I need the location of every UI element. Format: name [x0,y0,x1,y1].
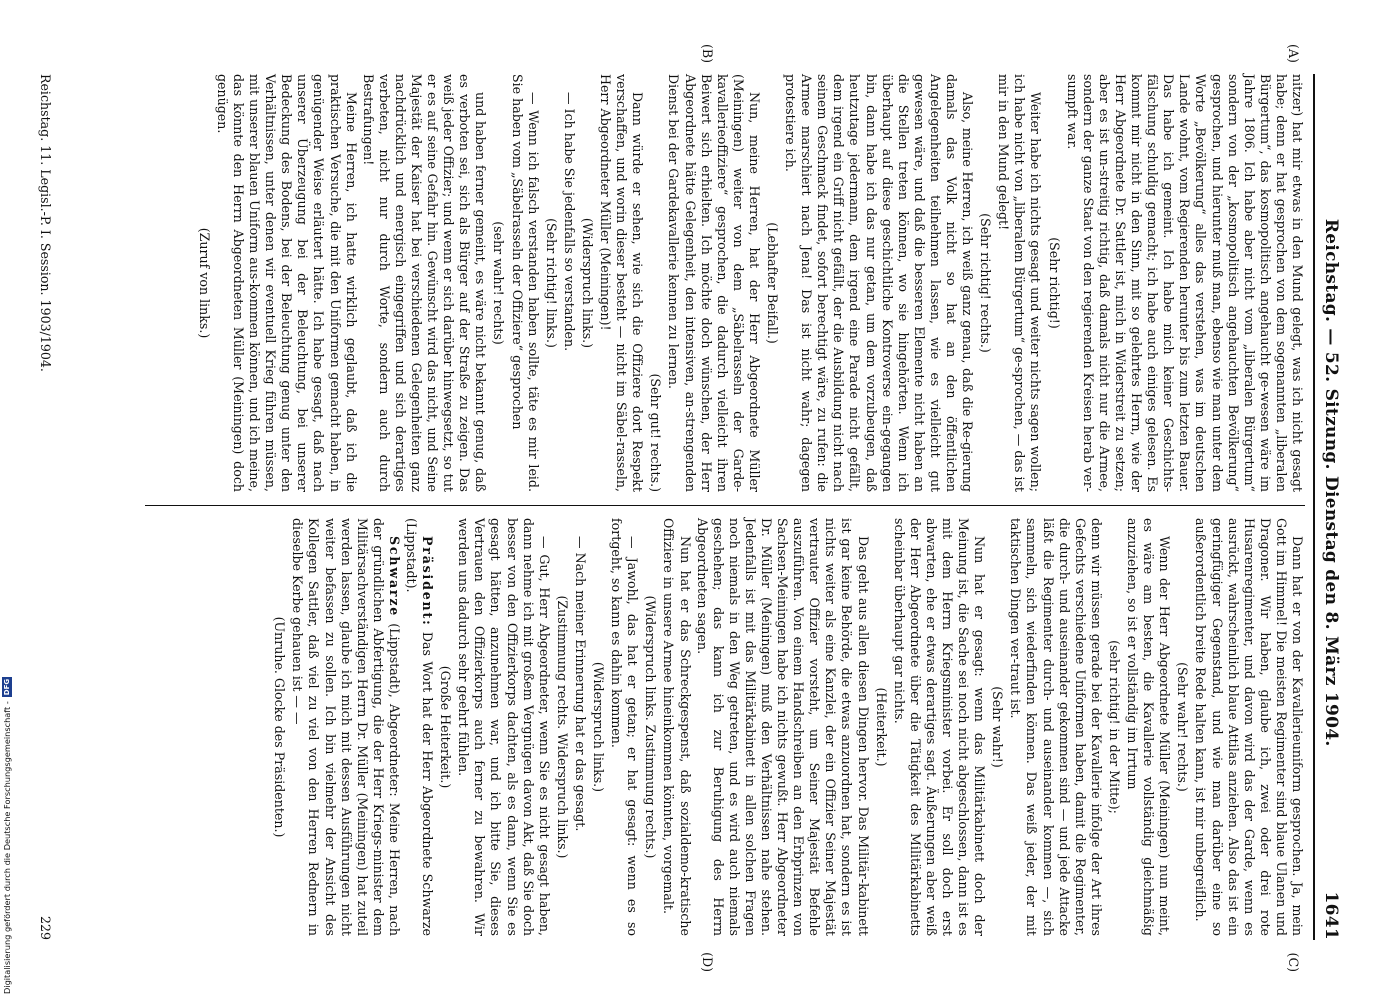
footer-session: Reichstag. 11. Legisl.-P. I. Session. 1903/1904. [38,74,53,372]
interjection: (Sehr richtig! rechts.) [978,213,994,353]
paragraph: nitzer) hat mir etwas in den Mund gelegt, was ich nicht gesagt habe; denn er hat gesprochen von dem sogenannten „liberalen Bürgertum“, das kosmopolitisch angehaucht ge-wesen wäre im Jahre 1806. Ich habe aber nicht vom „liberalen Bürgertum“ sondern von der „kosmopolitisch angehauchten Bevölkerung“ gesprochen, und hierunter muß man, ebenso wie man unter dem Worte „Bevölkerung“ alles das verstehen, was im deutschen Lande wohnt, vom Regierenden herunter bis zum letzten Bauer. Das habe ich gemeint. Ich habe mich keiner Geschichts-fälschung schuldig gemacht; ich habe auch einiges gelesen. Es kommt mir nicht in den Sinn, mit so gelehrtes Herrn, wie der Herr Abgeordnete Dr. Sattler ist, mich in Widerstreit zu setzen; aber es ist un-streitig richtig, daß damals nicht nur die Armee, sondern der ganze Staat von den regierenden Kreisen herab ver-sumpft war. [1064,74,1305,492]
paragraph: Nun, meine Herren, hat der Herr Abgeordnete Müller (Meiningen) weiter von dem „Säbelrasseln der Garde-kavallerieoffiziere“ gesprochen, die dadurch vielleicht ihren Beiwert sich erhielten. Ich möchte doch wünschen, der Herr Abgeordnete hätte Gelegenheit, den intensiven, an-strengenden Dienst bei der Gardekavallerie kennen zu lernen. [666,74,762,492]
paragraph: Nun hat er gesagt: wenn das Militärkabinett doch der Meinung ist, die Sache sei noch nicht abgeschlossen, dann ist es mit dem Herrn Kriegsminister vorbei. Er soll doch erst abwarten, ehe er etwas derartiges sagt. Äußerungen aber weiß der Herr Abgeordnete über die Tätigkeit des Militärkabinetts scheinbar überhaupt gar nichts. [891,518,988,936]
interjection: (Widerspruch links. Zustimmung rechts.) [643,595,659,859]
interjection: (Heiterkeit.) [873,687,889,767]
speaker-name: Präsident: [420,536,436,627]
digitization-note [1,592,13,994]
margin-mark-d: (D) [700,952,715,972]
interjection: (Sehr richtig! links.) [543,218,559,348]
interjection: (sehr wahr! rechts) [491,221,507,345]
interjection: (Widerspruch links.) [591,661,607,793]
interjection: (Unruhe. Glocke des Präsidenten.) [272,616,288,838]
speech-text: Das Wort hat der Herr Abgeordnete Schwarze (Lippstadt). [404,518,436,936]
right-column [145,518,1305,936]
interjection: (Widerspruch links.) [579,217,595,349]
header-title: Reichstag. — 52. Sitzung. Dienstag den 8. März 1904. [1321,218,1341,747]
page-number: 1641 [1321,891,1341,940]
paragraph: denn wir müssen gerade bei der Kavallerie infolge der Art ihres Gefechts verschiedene Uniformen haben, damit die Regimenter, die durch- und auseinander gekommen sind — und jede Attacke läßt die Regimenter durch- und auseinander kommen —, sich sammeln, sich wiederfinden können. Das weiß jeder, der mit taktischen Dingen ver-traut ist. [1008,518,1104,936]
paragraph: — Nach meiner Erinnerung hat er das gesagt. [572,536,588,832]
paragraph [289,518,402,936]
header-rule [1313,74,1315,940]
paragraph: — Jawohl, das hat er getan; er hat gesagt: wenn es so fortgeht, so kann es dahin kommen. [609,518,641,936]
interjection: (Sehr gut! rechts.) [648,373,664,492]
paragraph: Weiter habe ich nichts gesagt und weiter nichts sagen wollen; ich habe nicht von „liberalem Bürgertum“ ge-sprochen, — das ist mir in den Mund gelegt! [996,74,1044,492]
digitization-text: Digitalisierung gefördert durch die Deutsche Forschungsgemeinschaft - [2,701,12,994]
paragraph: und haben ferner gemeint, es wäre nicht bekannt genug, daß es verboten sei, sich als Bürger auf der Straße zu zeigen. Das weiß jeder Offizier; und wenn er sich darüber hinwegsetzt, so tut er es auf seine Gefahr hin. Gewünscht wird das nicht, und Seine Majestät der Kaiser hat bei verschiedenen Gelegenheiten ganz nachdrücklich und energisch eingegriffen und sich derartiges verbeten, nicht nur durch Worte, sondern auch durch Bestrafungen! [360,74,489,492]
interjection: (Zuruf von links.) [196,227,212,339]
interjection: (Lebhafter Beifall.) [765,222,780,344]
page-footer [38,74,53,940]
interjection: (Sehr wahr! rechts.) [1175,662,1191,792]
speaker-name: Schwarze [386,536,402,618]
interjection: (sehr richtig! in der Mitte); [1106,640,1122,814]
footer-sheet-number: 229 [38,915,53,940]
paragraph: Nun hat er das Schreckgespenst, daß sozialdemo-kratische Offiziere in unsere Armee hineinkommen könnten, vorgemalt. [661,518,693,936]
paragraph: Also, meine Herren, ich weiß ganz genau, daß die Re-gierung damals das Volk nicht so hat an den öffentlichen Angelegenheiten teilnehmen lassen, wie es vielleicht gut gewesen wäre, und daß die besseren Elemente nicht haben an die Stellen treten können, wo sie hingehörten. Wenn ich überhaupt auf diese geschichtliche Kontroverse ein-gegangen bin, dann habe ich das nur getan, um dem vorzubeugen, daß heutzutage jedermann, dem irgend eine Parade nicht gefällt, dem irgend ein Griff nicht gefällt, der die Ausbildung nicht nach seinem Geschmack findet, sofort berechtigt wäre, zu rufen: die Armee marschiert nach Jena! Das ist nicht wahr; dagegen protestiere ich. [783,74,976,492]
margin-mark-c: (C) [1286,952,1301,972]
left-column [145,74,1305,492]
column-divider [145,505,1305,506]
paragraph [403,518,435,936]
speech-text: (Lippstadt), Abgeordneter: Meine Herren, nach der gründlichen Abfertigung, die der Herr Kriegs-minister dem Militärsachverständigen Herrn Dr. Müller (Meiningen) hat zuteil werden lassen, glaube ich mich mit dessen Ausführungen nicht weiter befassen zu sollen. Ich bin vielmehr der Ansicht des Kollegen Sattler, daß viel zu viel von den Herren Rednern in dieselbe Kerbe gehauen ist — — [290,518,402,936]
paragraph: — Ich habe Sie jedenfalls so verstanden. [561,92,577,352]
paragraph: Wenn der Herr Abgeordnete Müller (Meiningen) nun meint, es wäre am besten, die Kavallerie vollständig gleichmäßig anzuziehen, so ist er vollständig im Irrtum [1125,518,1173,936]
interjection: (Sehr wahr!) [990,686,1006,768]
dfg-logo: DFG [3,678,11,696]
paragraph: — Wenn ich falsch verstanden haben sollte, täte es mir leid. Sie haben vom „Säbelrasseln der Offiziere“ gesprochen [509,74,541,492]
paragraph: Das geht aus allen diesen Dingen hervor. Das Militär-kabinett ist gar keine Behörde, die etwas anzuordnen hat, sondern es ist nichts weiter als eine Kanzlei, der ein Offizier Seiner Majestät vertrauter Offizier vorsteht, um Seiner Majestät Befehle auszuführen. Von einem Handschreiben an den Erbprinzen von Sachsen-Meiningen habe ich nichts gewußt. Herr Abgeordneter Dr. Müller (Meiningen) muß den Verhältnissen nahe stehen. Jedenfalls ist mit das Militärkabinett in allen solchen Fragen noch niemals in den Weg getreten, und es wird auch niemals geschehen; das kann ich zur Beruhigung des Herrn Abgeordneten sagen. [694,518,871,936]
page-header [1315,74,1341,940]
margin-mark-a: (A) [1286,44,1301,63]
paragraph: Dann hat er von der Kavallerieuniform gesprochen. Ja, mein Gott im Himmel! Die meisten Regimenter sind blaue Ulanen und Dragoner. Wir haben, glaube ich, zwei oder drei rote Husarenregimenter, und davon wird das der Garde, wenn es ausrückt, wahrscheinlich blaue Attilas anziehen. Also das ist ein geringfügiger Gegenstand, und wie man darüber eine so außerordentlich breite Rede halten kann, ist mir unbegreiflich. [1193,518,1305,936]
interjection: (Zustimmung rechts. Widerspruch links.) [554,595,570,859]
text-columns [145,44,1305,972]
interjection: (Große Heiterkeit.) [438,665,454,789]
paragraph: Meine Herren, ich hatte wirklich geglaubt, daß ich die praktischen Versuche, die mit den Uniformen gemacht haben, in genügender Weise erläutert hätte. Ich habe gesagt, daß nach unserer Überzeugung bei der Beleuchtung, bei unserer Bedeckung des Bodens, bei der Beleuchtung genug unter den Verhältnissen, unter denen wir eventuell Krieg führen müssen, mit unserer blauen Uniform aus-kommen können, und ich meine, das könnte den Herrn Abgeordneten Müller (Meiningen) doch genügen. [214,74,359,492]
margin-mark-b: (B) [700,44,715,64]
interjection: (Sehr richtig!) [1046,237,1062,329]
paragraph: — Gut, Herr Abgeordneter, wenn Sie es nicht gesagt haben, dann nehme ich mit großem Vergnügen davon Akt, daß Sie doch besser von den Offizierkorps dachten, als es dann, wenn Sie es gesagt hätten, anzunehmen war, und ich bitte Sie, dieses Vertrauen den Offizierkorps auch ferner zu bewahren. Wir werden uns dadurch sehr geehrt fühlen. [456,518,552,936]
paragraph: Dann würde er sehen, wie sich die Offiziere dort Respekt verschaffen, und worin dieser besteht — nicht im Säbel-rasseln, Herr Abgeordneter Müller (Meiningen)! [598,74,646,492]
